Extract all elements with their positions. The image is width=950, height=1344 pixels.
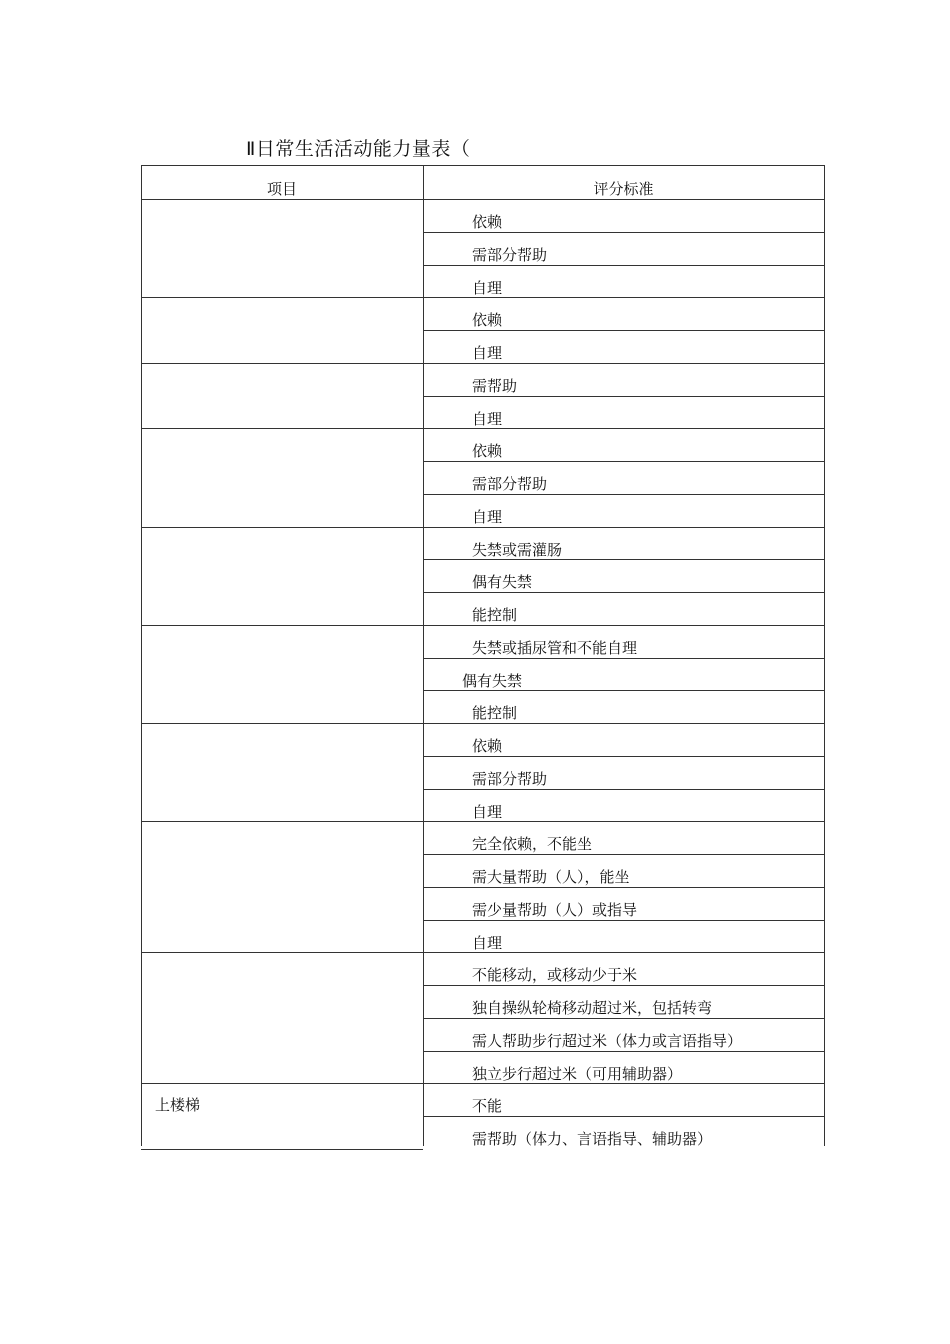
row-divider (423, 265, 824, 266)
criteria-cell: 自理 (472, 278, 503, 297)
criteria-cell: 需帮助 (472, 376, 518, 395)
header-criteria: 评分标准 (593, 180, 654, 198)
criteria-cell: 需少量帮助（人）或指导 (472, 900, 638, 919)
row-divider (423, 494, 824, 495)
criteria-cell: 自理 (472, 802, 503, 821)
row-divider (423, 887, 824, 888)
row-divider (423, 592, 824, 593)
row-divider (423, 658, 824, 659)
group-divider (141, 952, 824, 953)
row-divider (423, 985, 824, 986)
criteria-cell: 独立步行超过米（可用辅助器） (472, 1064, 683, 1083)
table-bottom-left (141, 1149, 423, 1150)
criteria-cell: 依赖 (472, 442, 503, 461)
row-divider (423, 756, 824, 757)
criteria-cell: 依赖 (472, 737, 503, 755)
criteria-cell: 独自操纵轮椅移动超过米，包括转弯 (472, 999, 713, 1017)
criteria-cell: 自理 (472, 409, 503, 428)
criteria-cell: 需大量帮助（人），能坐 (472, 868, 630, 886)
row-divider (423, 1018, 824, 1019)
criteria-cell: 自理 (472, 344, 503, 362)
table-left-border (141, 165, 142, 1146)
row-divider (423, 461, 824, 462)
group-divider (141, 723, 824, 724)
table-right-border (824, 165, 825, 1146)
criteria-cell: 需人帮助步行超过米（体力或言语指导） (472, 1031, 743, 1050)
row-divider (423, 854, 824, 855)
criteria-cell: 能控制 (472, 606, 518, 624)
criteria-cell: 能控制 (472, 704, 518, 723)
criteria-cell: 自理 (472, 507, 503, 526)
row-divider (423, 920, 824, 921)
criteria-cell: 需部分帮助 (472, 245, 548, 264)
group-divider (141, 625, 824, 626)
group-divider (141, 527, 824, 528)
item-label: 上楼梯 (155, 1096, 201, 1115)
criteria-cell: 完全依赖，不能坐 (472, 835, 593, 854)
row-divider (423, 1051, 824, 1052)
row-divider (423, 559, 824, 560)
row-divider (423, 330, 824, 331)
row-divider (423, 1116, 824, 1117)
criteria-cell: 失禁或需灌肠 (472, 540, 563, 559)
column-divider (423, 165, 424, 1146)
group-divider (141, 428, 824, 429)
criteria-cell: 依赖 (472, 311, 503, 330)
header-item: 项目 (266, 180, 297, 198)
page-title: Ⅱ日常生活活动能力量表（ (246, 138, 471, 160)
header-bottom-border (141, 199, 824, 200)
criteria-cell: 不能 (472, 1097, 503, 1116)
criteria-cell: 需帮助（体力、言语指导、辅助器） (472, 1130, 713, 1148)
criteria-cell: 偶有失禁 (472, 573, 533, 592)
criteria-cell: 偶有失禁 (462, 671, 523, 690)
criteria-cell: 依赖 (472, 213, 503, 231)
row-divider (423, 232, 824, 233)
group-divider (141, 1083, 824, 1084)
row-divider (423, 789, 824, 790)
criteria-cell: 失禁或插尿管和不能自理 (472, 638, 638, 657)
criteria-cell: 自理 (472, 933, 503, 952)
adl-scale-table (141, 165, 824, 1148)
group-divider (141, 821, 824, 822)
row-divider (423, 396, 824, 397)
criteria-cell: 需部分帮助 (472, 769, 548, 788)
table-top-border (141, 165, 824, 166)
criteria-cell: 不能移动，或移动少于米 (472, 966, 638, 985)
group-divider (141, 363, 824, 364)
group-divider (141, 297, 824, 298)
row-divider (423, 690, 824, 691)
criteria-cell: 需部分帮助 (472, 475, 548, 493)
